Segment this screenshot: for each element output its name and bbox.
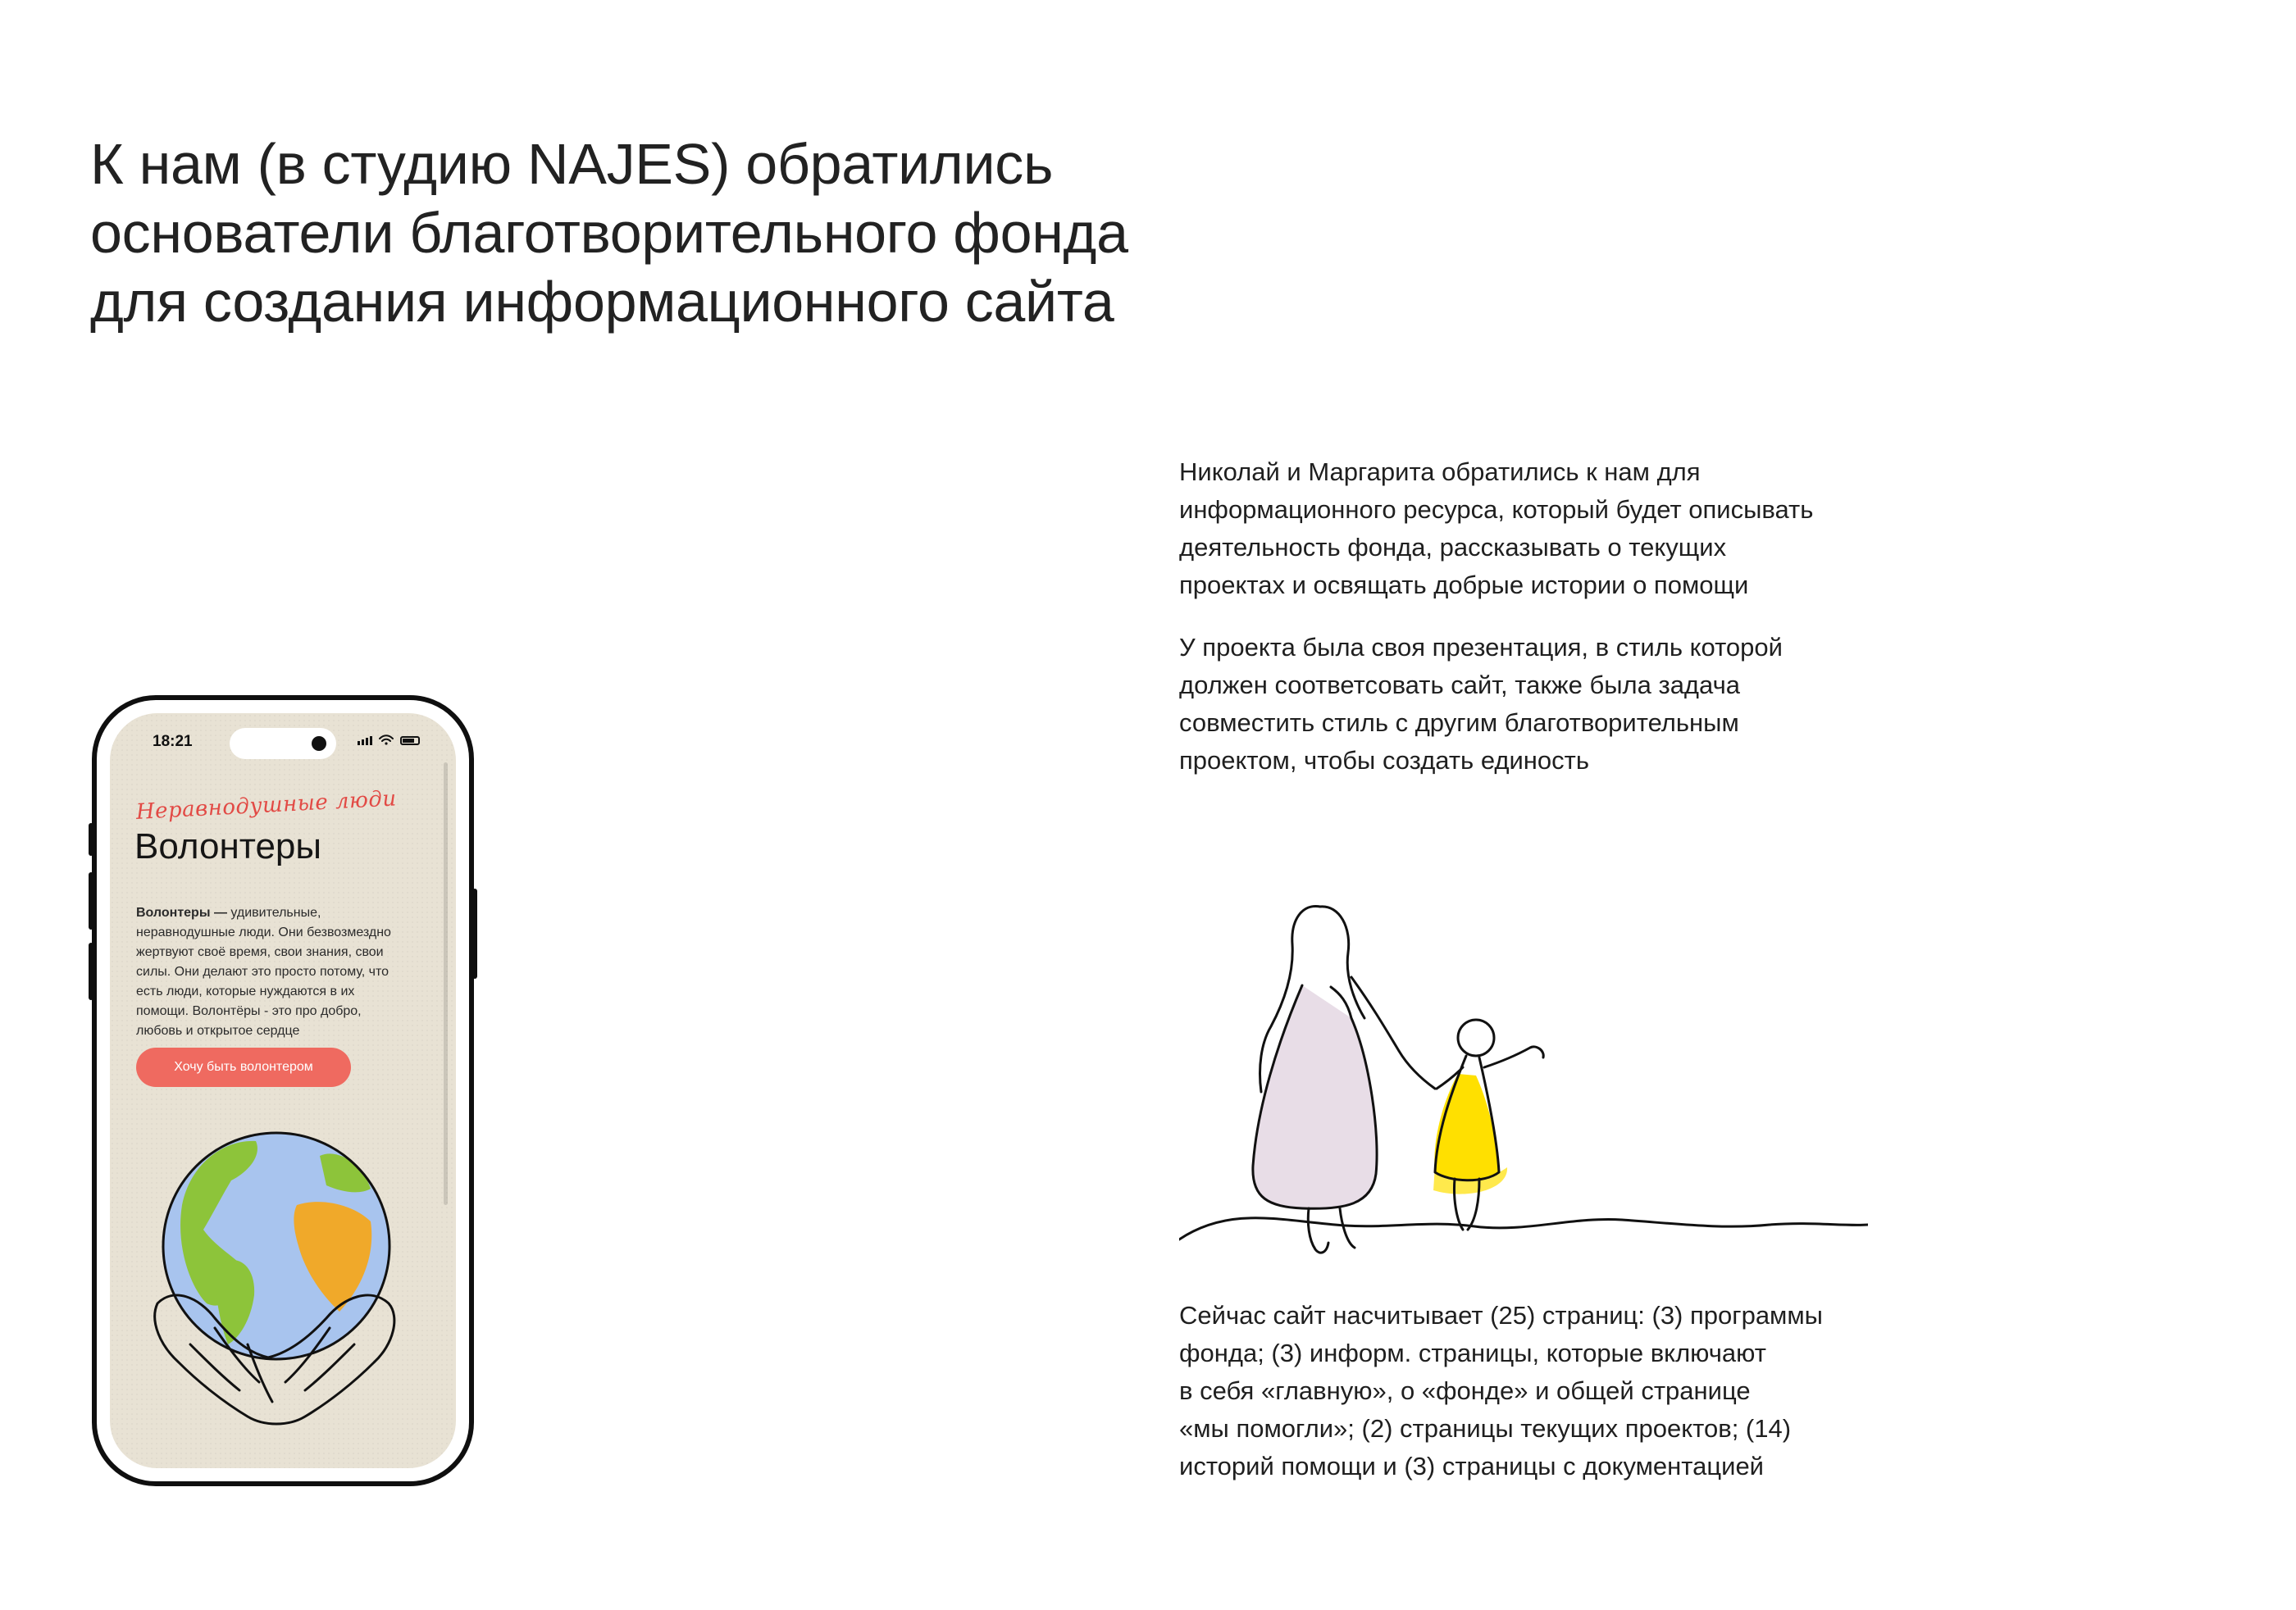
- child-arm-right: [1484, 1047, 1543, 1067]
- text-line: Сейчас сайт насчитывает (25) страниц: (3) программы: [1179, 1301, 1823, 1330]
- text-line: совместить стиль с другим благотворительным: [1179, 708, 1739, 737]
- wifi-icon: [379, 735, 394, 745]
- camera-icon: [312, 736, 326, 751]
- ground-line: [1179, 1218, 1868, 1239]
- phone-screen: [110, 713, 456, 1468]
- volume-down-button: [89, 943, 93, 1000]
- description-paragraph-1: [1179, 453, 1917, 604]
- text-line: У проекта была своя презентация, в стиль которой: [1179, 633, 1783, 662]
- mute-switch: [89, 823, 93, 856]
- text-line: неравнодушные люди. Они безвозмездно: [136, 926, 391, 939]
- mother-child-illustration: [1179, 895, 1868, 1272]
- scrollbar[interactable]: [444, 762, 448, 1205]
- status-time: 18:21: [153, 733, 193, 750]
- text-line: Николай и Маргарита обратились к нам для: [1179, 457, 1701, 486]
- description-paragraph-2: [1179, 629, 1917, 780]
- text-line: силы. Они делают это просто потому, что: [136, 965, 390, 979]
- text-line: удивительные,: [226, 906, 321, 920]
- text-line: помощи. Волонтёры - это про добро,: [136, 1004, 362, 1018]
- child-head: [1458, 1020, 1494, 1056]
- screen-script-title: Неравнодушные люди: [135, 786, 398, 825]
- text-line: любовь и открытое сердце: [136, 1024, 300, 1038]
- headline-line-2: основатели благотворительного фонда: [90, 201, 1128, 265]
- mother-dress-fill: [1253, 985, 1377, 1208]
- volunteer-cta-button[interactable]: Хочу быть волонтером: [136, 1048, 351, 1087]
- status-icons: [358, 735, 420, 745]
- globe-hands-illustration: [125, 1107, 436, 1451]
- screen-body-bold: Волонтеры —: [136, 906, 227, 920]
- mother-legs: [1308, 1208, 1355, 1253]
- signal-icon: [358, 736, 372, 745]
- volume-up-button: [89, 872, 93, 930]
- text-line: информационного ресурса, который будет описывать: [1179, 495, 1814, 524]
- text-line: проектом, чтобы создать единость: [1179, 746, 1589, 775]
- description-paragraph-3: [1179, 1297, 1917, 1485]
- screen-body-text: [136, 903, 427, 1041]
- text-line: должен соответсовать сайт, также была задача: [1179, 671, 1740, 699]
- text-line: проектах и освящать добрые истории о помощи: [1179, 571, 1749, 599]
- child-dress-fill: [1434, 1074, 1499, 1180]
- text-line: историй помощи и (3) страницы с документацией: [1179, 1452, 1764, 1480]
- phone-mockup: [92, 695, 474, 1486]
- dynamic-island: [230, 728, 336, 759]
- text-line: жертвуют своё время, свои знания, свои: [136, 945, 384, 959]
- text-line: в себя «главную», о «фонде» и общей странице: [1179, 1376, 1751, 1405]
- headline: [90, 130, 1320, 336]
- text-line: фонда; (3) информ. страницы, которые включают: [1179, 1339, 1766, 1367]
- headline-line-1: К нам (в студию NAJES) обратились: [90, 132, 1054, 196]
- power-button: [472, 889, 477, 979]
- text-line: есть люди, которые нуждаются в их: [136, 985, 355, 998]
- headline-line-3: для создания информационного сайта: [90, 270, 1114, 334]
- battery-icon: [400, 736, 420, 745]
- text-line: деятельность фонда, рассказывать о текущих: [1179, 533, 1727, 562]
- screen-title: Волонтеры: [134, 826, 322, 866]
- text-line: «мы помогли»; (2) страницы текущих проектов; (14): [1179, 1414, 1792, 1443]
